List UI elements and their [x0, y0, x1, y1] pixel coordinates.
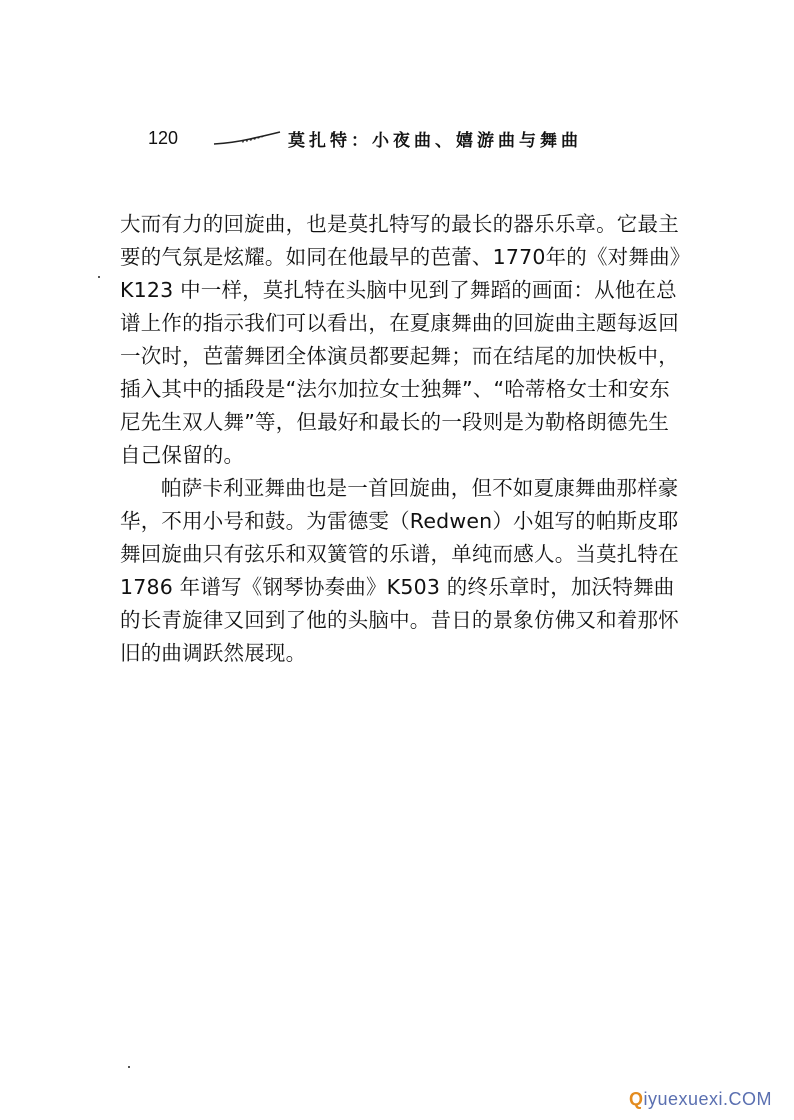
scan-speck [128, 1066, 130, 1068]
paragraph-2: 帕萨卡利亚舞曲也是一首回旋曲，但不如夏康舞曲那样豪华，不用小号和鼓。为雷德雯（Redwen）小姐写的帕斯皮耶舞回旋曲只有弦乐和双簧管的乐谱，单纯而感人。当莫扎特在 1786 年谱写《钢琴协奏曲》K503 的终乐章时，加沃特舞曲的长青旋律又回到了他的头脑中。昔日的景象仿佛又和着那怀旧的曲调跃然展现。 [120, 476, 679, 665]
watermark-text: iyuexuexi.COM [643, 1089, 772, 1109]
header-ornament-icon [212, 130, 282, 146]
paragraph-1: 大而有力的回旋曲，也是莫扎特写的最长的器乐乐章。它最主要的气氛是炫耀。如同在他最早的芭蕾、1770年的《对舞曲》K123 中一样，莫扎特在头脑中见到了舞蹈的画面：从他在总谱上作的指示我们可以看出，在夏康舞曲的回旋曲主题每返回一次时，芭蕾舞团全体演员都要起舞；而在结尾的加快板中，插入其中的插段是“法尔加拉女士独舞”、“哈蒂格女士和安东尼先生双人舞”等，但最好和最长的一段则是为勒格朗德先生自己保留的。 [120, 212, 681, 467]
site-watermark [629, 1089, 772, 1110]
watermark-logo: Q [628, 1089, 644, 1109]
page-number: 120 [148, 128, 179, 148]
body-text [120, 208, 685, 670]
scan-speck [98, 276, 100, 278]
page-header [148, 124, 628, 154]
running-title: 莫扎特：小夜曲、嬉游曲与舞曲 [288, 131, 582, 151]
